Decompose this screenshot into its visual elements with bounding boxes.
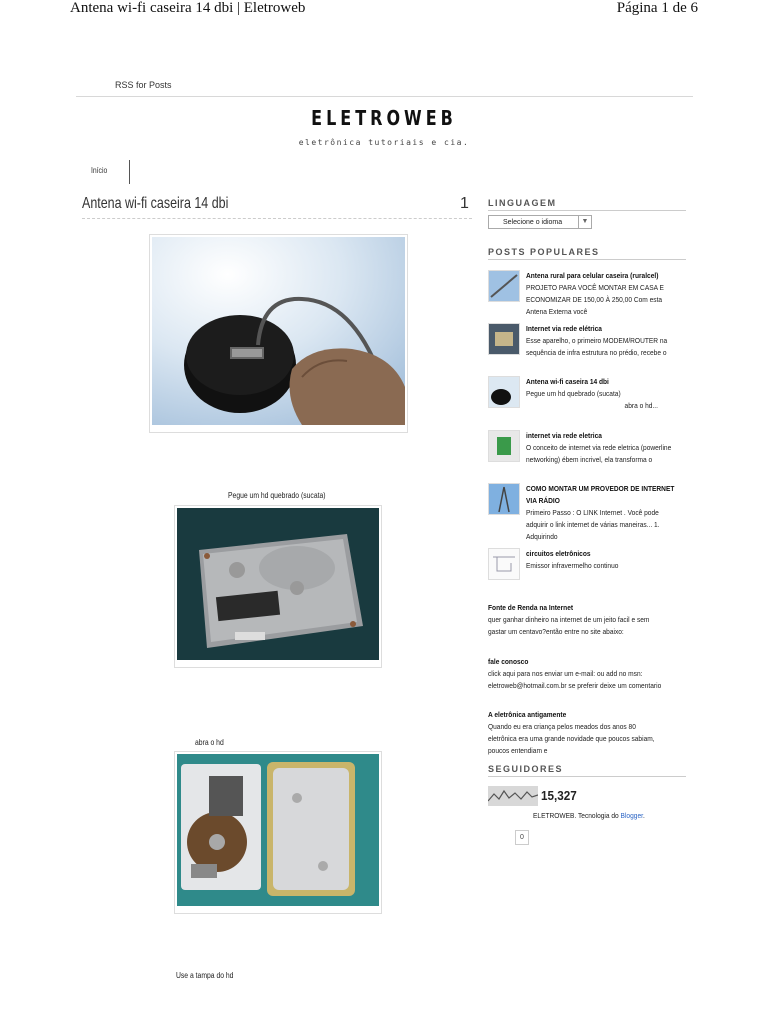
post-thumbnail-radio-tower[interactable] xyxy=(488,483,520,515)
popular-post-snippet: Esse aparelho, o primeiro MODEM/ROUTER na sequência de infra estrutura no prédio, recebe o xyxy=(526,336,668,357)
counter-badge: 0 xyxy=(515,830,529,845)
post-title[interactable]: Antena wi-fi caseira 14 dbi xyxy=(82,195,229,212)
blog-name[interactable]: ELETROWEB xyxy=(311,106,457,130)
income-block-text: quer ganhar dinheiro na internet de um jeito facil e sem gastar um centavo?então entre no site abaixo: xyxy=(488,615,650,636)
followers-widget-title: SEGUIDORES xyxy=(488,764,564,774)
open-hard-drive-photo xyxy=(177,754,379,906)
popular-post-snippet: O conceito de internet via rede eletrica (powerline networking) ébem incrivel, ela transforma o xyxy=(526,443,672,464)
income-block-heading: Fonte de Renda na Internet xyxy=(488,603,574,612)
popular-post-snippet: Emissor infravermelho continuo xyxy=(526,561,619,570)
post-thumbnail-wifi-antenna[interactable] xyxy=(488,376,520,408)
language-widget-rule xyxy=(488,210,686,211)
print-doc-title: Antena wi-fi caseira 14 dbi | Eletroweb xyxy=(70,0,306,16)
followers-count: 15,327 xyxy=(541,788,577,803)
caption-use-lid: Use a tampa do hd xyxy=(176,971,234,980)
language-select-value: Selecione o idioma xyxy=(503,219,563,226)
blog-tagline: eletrônica tutoriais e cia. xyxy=(298,138,470,147)
antenna-photo xyxy=(152,237,405,425)
popular-post-title[interactable]: Antena rural para celular caseira (ruralcel) xyxy=(526,271,659,280)
history-block-heading[interactable]: A eletrônica antigamente xyxy=(488,710,567,719)
blogger-link[interactable]: Blogger xyxy=(620,811,643,820)
footer-credit-suffix: . xyxy=(642,811,645,820)
popular-post-snippet: PROJETO PARA VOCÊ MONTAR EM CASA E ECONOMIZAR DE 150,00 À 250,00 Com esta Antena Externa você xyxy=(526,283,664,316)
post-thumbnail-powerline[interactable] xyxy=(488,430,520,462)
popular-post-title[interactable]: COMO MONTAR UM PROVEDOR DE INTERNET VIA RÁDIO xyxy=(526,484,675,505)
footer-credit-prefix: ELETROWEB. Tecnologia do xyxy=(533,811,621,820)
caption-open-hd: abra o hd xyxy=(195,738,224,747)
popular-widget-title: POSTS POPULARES xyxy=(488,247,600,257)
rss-link[interactable]: RSS for Posts xyxy=(115,80,172,90)
followers-graph-icon xyxy=(488,786,538,811)
post-thumbnail-antenna-rural[interactable] xyxy=(488,270,520,302)
print-page-indicator: Página 1 de 6 xyxy=(616,0,698,16)
popular-post-title[interactable]: internet via rede eletrica xyxy=(526,431,602,440)
popular-post-snippet: Pegue um hd quebrado (sucata) xyxy=(526,389,621,398)
post-image-antenna[interactable] xyxy=(149,234,408,433)
header-divider xyxy=(76,96,693,97)
income-block xyxy=(488,602,664,638)
popular-post-snippet-continued: abra o hd... xyxy=(624,401,658,410)
post-image-open-hd[interactable] xyxy=(174,751,382,914)
nav-home-link[interactable]: Início xyxy=(91,166,108,175)
hard-drive-photo xyxy=(177,508,379,660)
contact-block-text[interactable]: click aqui para nos enviar um e-mail: ou add no msn: eletroweb@hotmail.com.br se preferir deixe um comentario xyxy=(488,669,662,690)
contact-block xyxy=(488,656,664,692)
popular-post-snippet: Primeiro Passo : O LINK Internet . Você pode adquirir o link internet de várias maneiras... 1. Adquirindo xyxy=(526,508,660,541)
contact-block-heading: fale conosco xyxy=(488,657,529,666)
post-thumbnail-circuit[interactable] xyxy=(488,548,520,580)
popular-post-title[interactable]: Internet via rede elétrica xyxy=(526,324,602,333)
followers-widget-rule xyxy=(488,776,686,777)
footer-credit xyxy=(533,811,645,820)
history-block-text: Quando eu era criança pelos meados dos anos 80 eletrônica era uma grande novidade que poucos sabiam, poucos entendiam e xyxy=(488,722,655,755)
post-image-hd[interactable] xyxy=(174,505,382,668)
history-block xyxy=(488,709,664,757)
post-thumbnail-modem[interactable] xyxy=(488,323,520,355)
nav-separator xyxy=(129,160,130,184)
chevron-down-icon[interactable]: ▼ xyxy=(578,216,591,228)
popular-post-title[interactable]: Antena wi-fi caseira 14 dbi xyxy=(526,377,609,386)
title-divider xyxy=(82,218,472,219)
language-widget-title: LINGUAGEM xyxy=(488,198,557,208)
caption-take-hd: Pegue um hd quebrado (sucata) xyxy=(228,491,326,500)
popular-post-title[interactable]: circuitos eletrônicos xyxy=(526,549,591,558)
language-select[interactable] xyxy=(488,215,592,229)
popular-widget-rule xyxy=(488,259,686,260)
comment-count[interactable]: 1 xyxy=(460,195,469,212)
